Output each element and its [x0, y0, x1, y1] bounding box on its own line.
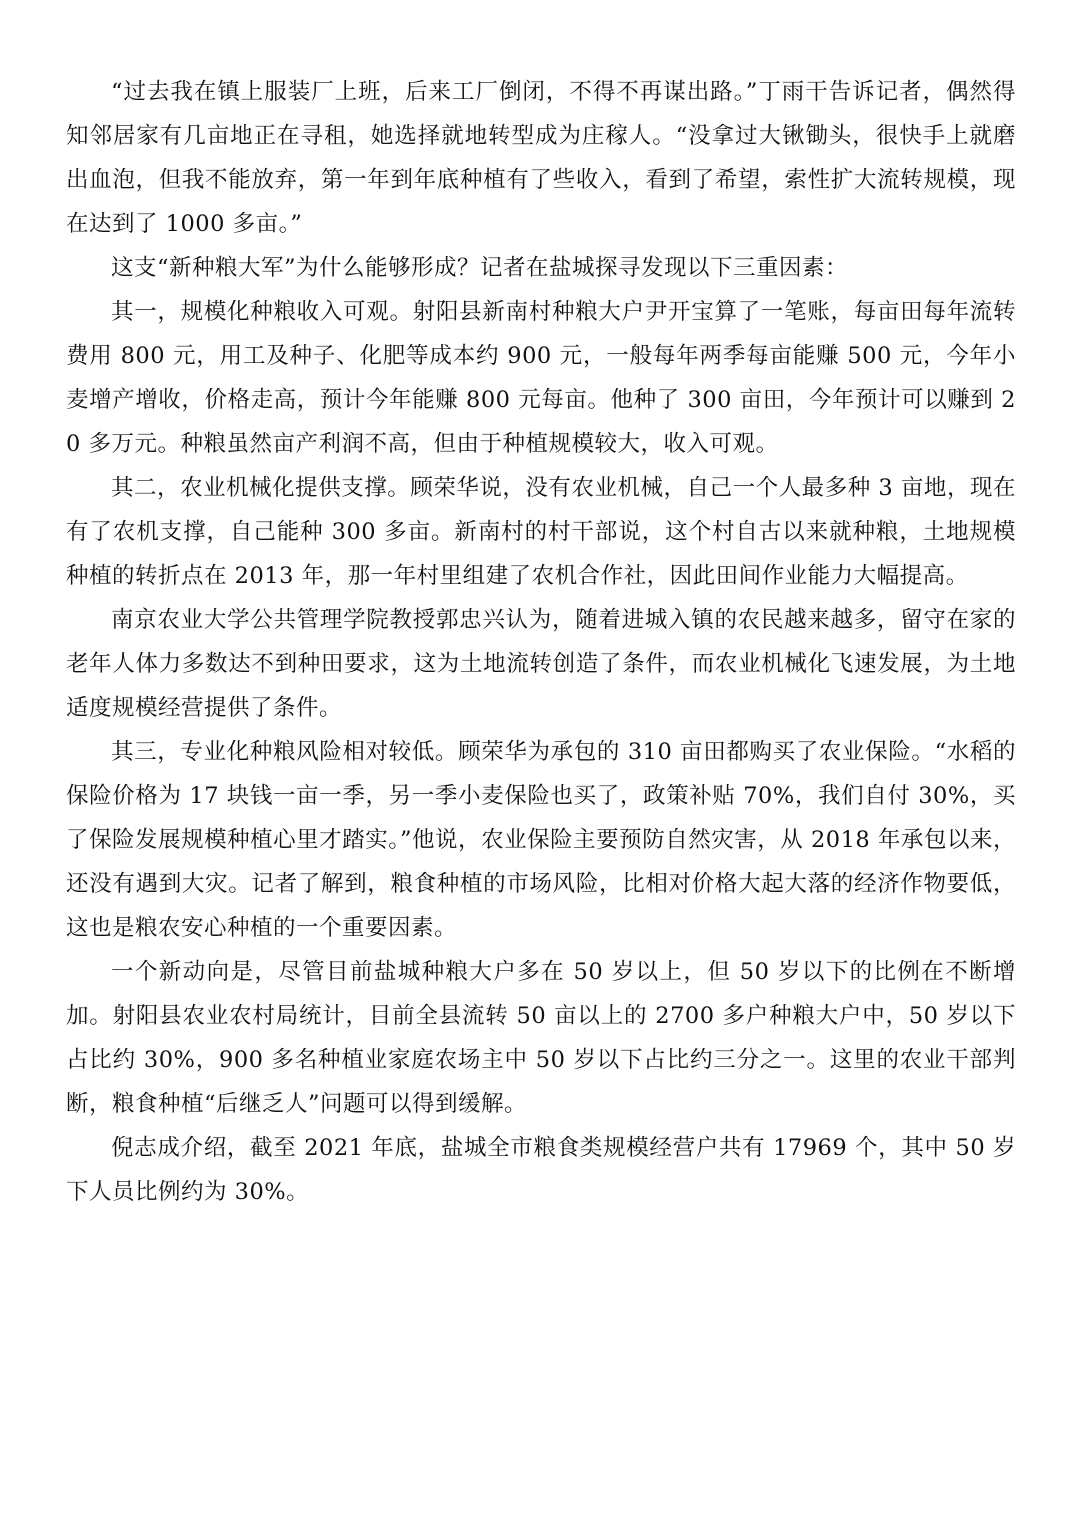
- paragraph-factor-three-risk: 其三，专业化种粮风险相对较低。顾荣华为承包的 310 亩田都购买了农业保险。“水稻的保险价格为 17 块钱一亩一季，另一季小麦保险也买了，政策补贴 70%，我们自付 30%，买了保险发展规模种植心里才踏实。”他说，农业保险主要预防自然灾害，从 2018 年承包以来，还没有遇到大灾。记者了解到，粮食种植的市场风险，比相对价格大起大落的经济作物要低，这也是粮农安心种植的一个重要因素。: [66, 739, 1016, 941]
- paragraph-ni-zhicheng-stats: 倪志成介绍，截至 2021 年底，盐城全市粮食类规模经营户共有 17969 个，其中 50 岁下人员比例约为 30%。: [66, 1135, 1016, 1205]
- paragraph-factor-two-mechanization: 其二，农业机械化提供支撑。顾荣华说，没有农业机械，自己一个人最多种 3 亩地，现在有了农机支撑，自己能种 300 多亩。新南村的村干部说，这个村自古以来就种粮，土地规模种植的转折点在 2013 年，那一年村里组建了农机合作社，因此田间作业能力大幅提高。: [66, 475, 1016, 589]
- paragraph-three-factors-intro: 这支“新种粮大军”为什么能够形成？记者在盐城探寻发现以下三重因素：: [111, 255, 849, 281]
- paragraph-ding-yugan-quote: “过去我在镇上服装厂上班，后来工厂倒闭，不得不再谋出路。”丁雨干告诉记者，偶然得知邻居家有几亩地正在寻租，她选择就地转型成为庄稼人。“没拿过大锹锄头，很快手上就磨出血泡，但我不能放弃，第一年到年底种植有了些收入，看到了希望，索性扩大流转规模，现在达到了 1000 多亩。”: [66, 79, 1016, 237]
- paragraph-professor-guo-view: 南京农业大学公共管理学院教授郭忠兴认为，随着进城入镇的农民越来越多，留守在家的老年人体力多数达不到种田要求，这为土地流转创造了条件，而农业机械化飞速发展，为土地适度规模经营提供了条件。: [66, 607, 1016, 721]
- paragraph-factor-one-income: 其一，规模化种粮收入可观。射阳县新南村种粮大户尹开宝算了一笔账，每亩田每年流转费用 800 元，用工及种子、化肥等成本约 900 元，一般每年两季每亩能赚 500 元，今年小麦增产增收，价格走高，预计今年能赚 800 元每亩。他种了 300 亩田，今年预计可以赚到 20 多万元。种粮虽然亩产利润不高，但由于种植规模较大，收入可观。: [66, 299, 1016, 457]
- paragraph-new-trend-age: 一个新动向是，尽管目前盐城种粮大户多在 50 岁以上，但 50 岁以下的比例在不断增加。射阳县农业农村局统计，目前全县流转 50 亩以上的 2700 多户种粮大户中，50 岁以下占比约 30%，900 多名种植业家庭农场主中 50 岁以下占比约三分之一。这里的农业干部判断，粮食种植“后继乏人”问题可以得到缓解。: [66, 959, 1016, 1117]
- article-body: [66, 70, 1016, 1214]
